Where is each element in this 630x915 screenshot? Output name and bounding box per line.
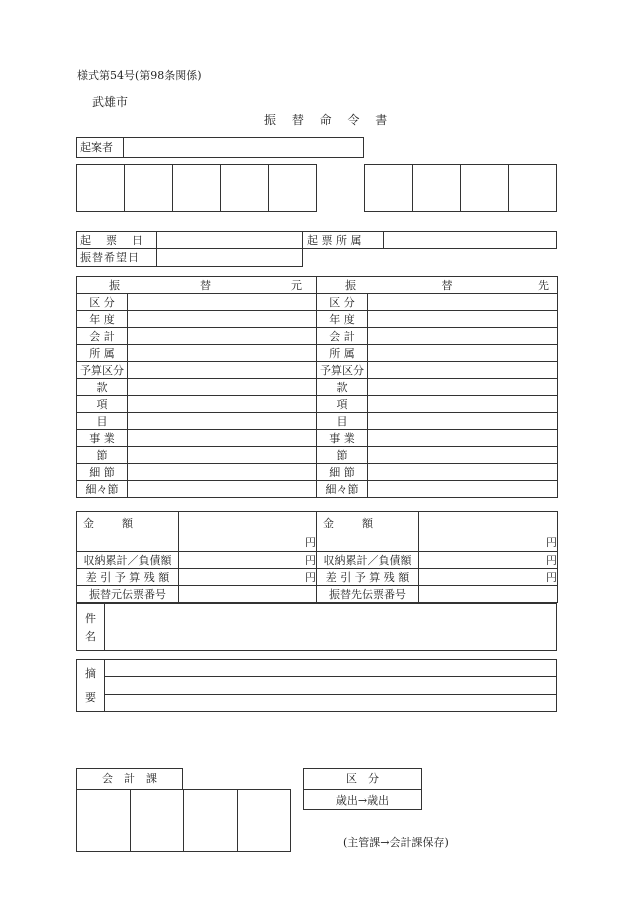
dest-header-1: 振 <box>345 278 356 292</box>
source-slip-label: 振替元伝票番号 <box>77 586 179 603</box>
source-row-value <box>128 413 317 430</box>
dest-row-value <box>368 311 558 328</box>
balance-value-source: 円 <box>179 569 317 586</box>
transfer-row <box>77 294 558 311</box>
summary-label-2: 要 <box>85 691 96 704</box>
source-header-2: 替 <box>200 278 211 292</box>
approval-stamp-group-left <box>76 164 317 212</box>
amount-value-dest: 円 <box>419 512 558 552</box>
source-row-label: 項 <box>77 396 128 413</box>
footer-note: (主管課→会計課保存) <box>343 836 449 849</box>
amount-table <box>76 511 558 603</box>
form-number: 様式第54号(第98条関係) <box>77 69 202 82</box>
page-title: 振 替 命 令 書 <box>264 113 394 127</box>
dest-row-value <box>368 328 558 345</box>
source-row-label: 区 分 <box>77 294 128 311</box>
accounting-label: 会 計 課 <box>102 772 157 785</box>
dest-row-label: 款 <box>317 379 368 396</box>
transfer-row <box>77 379 558 396</box>
source-row-label: 目 <box>77 413 128 430</box>
dest-row-value <box>368 430 558 447</box>
amount-label-dest: 金 額 <box>317 512 419 552</box>
drafter-field <box>76 137 364 158</box>
dest-row-label: 細々節 <box>317 481 368 498</box>
source-row-label: 款 <box>77 379 128 396</box>
amount-value-source: 円 <box>179 512 317 552</box>
draft-date-label: 起 票 日 <box>80 234 145 247</box>
transfer-row <box>77 345 558 362</box>
dest-row-label: 節 <box>317 447 368 464</box>
draft-dept-label: 起 票 所 属 <box>307 234 362 247</box>
dest-row-value <box>368 294 558 311</box>
cumulative-label-source: 収納累計／負債額 <box>77 552 179 569</box>
transfer-row <box>77 328 558 345</box>
source-row-label: 年 度 <box>77 311 128 328</box>
source-row-value <box>128 396 317 413</box>
subject-label-2: 名 <box>85 630 96 643</box>
dest-row-label: 項 <box>317 396 368 413</box>
dest-row-value <box>368 345 558 362</box>
dest-row-value <box>368 396 558 413</box>
source-row-value <box>128 447 317 464</box>
subject-label-1: 件 <box>85 612 96 625</box>
source-row-value <box>128 362 317 379</box>
source-row-label: 細々節 <box>77 481 128 498</box>
source-row-value <box>128 328 317 345</box>
dest-row-label: 事 業 <box>317 430 368 447</box>
transfer-row <box>77 396 558 413</box>
dest-row-value <box>368 464 558 481</box>
transfer-row <box>77 413 558 430</box>
transfer-table <box>76 276 558 498</box>
transfer-row <box>77 430 558 447</box>
source-row-value <box>128 294 317 311</box>
drafter-label: 起案者 <box>80 141 113 154</box>
source-row-label: 会 計 <box>77 328 128 345</box>
source-row-label: 予算区分 <box>77 362 128 379</box>
source-slip-value <box>179 586 317 603</box>
transfer-row <box>77 311 558 328</box>
dest-header-3: 先 <box>538 278 549 292</box>
dest-slip-label: 振替先伝票番号 <box>317 586 419 603</box>
dest-row-value <box>368 447 558 464</box>
source-row-label: 所 属 <box>77 345 128 362</box>
dest-row-label: 区 分 <box>317 294 368 311</box>
source-row-label: 事 業 <box>77 430 128 447</box>
subject-box <box>76 603 557 651</box>
amount-label-source: 金 額 <box>77 512 179 552</box>
transfer-date-label: 振替希望日 <box>80 251 140 264</box>
summary-label-1: 摘 <box>85 667 96 680</box>
transfer-row <box>77 464 558 481</box>
source-row-value <box>128 430 317 447</box>
dest-row-value <box>368 413 558 430</box>
dest-row-value <box>368 362 558 379</box>
city-name: 武雄市 <box>92 95 129 109</box>
source-row-label: 節 <box>77 447 128 464</box>
balance-label-dest: 差 引 予 算 残 額 <box>317 569 419 586</box>
source-header-1: 振 <box>109 278 120 292</box>
summary-box <box>76 659 557 712</box>
transfer-row <box>77 362 558 379</box>
transfer-header-row <box>77 277 558 294</box>
balance-label-source: 差 引 予 算 残 額 <box>77 569 179 586</box>
source-row-value <box>128 311 317 328</box>
transfer-row <box>77 447 558 464</box>
source-row-value <box>128 379 317 396</box>
cumulative-value-source: 円 <box>179 552 317 569</box>
source-row-value <box>128 345 317 362</box>
source-row-value <box>128 481 317 498</box>
dest-row-label: 予算区分 <box>317 362 368 379</box>
dest-row-value <box>368 481 558 498</box>
category-label: 区 分 <box>346 772 379 785</box>
dest-row-label: 年 度 <box>317 311 368 328</box>
cumulative-label-dest: 収納累計／負債額 <box>317 552 419 569</box>
dest-slip-value <box>419 586 558 603</box>
dest-row-label: 細 節 <box>317 464 368 481</box>
source-row-label: 細 節 <box>77 464 128 481</box>
dest-row-label: 目 <box>317 413 368 430</box>
cumulative-value-dest: 円 <box>419 552 558 569</box>
dest-row-label: 会 計 <box>317 328 368 345</box>
source-header-3: 元 <box>291 278 302 292</box>
dest-header-2: 替 <box>441 278 453 292</box>
dest-row-label: 所 属 <box>317 345 368 362</box>
transfer-row <box>77 481 558 498</box>
source-row-value <box>128 464 317 481</box>
dest-row-value <box>368 379 558 396</box>
balance-value-dest: 円 <box>419 569 558 586</box>
category-value: 歳出→歳出 <box>335 794 390 807</box>
